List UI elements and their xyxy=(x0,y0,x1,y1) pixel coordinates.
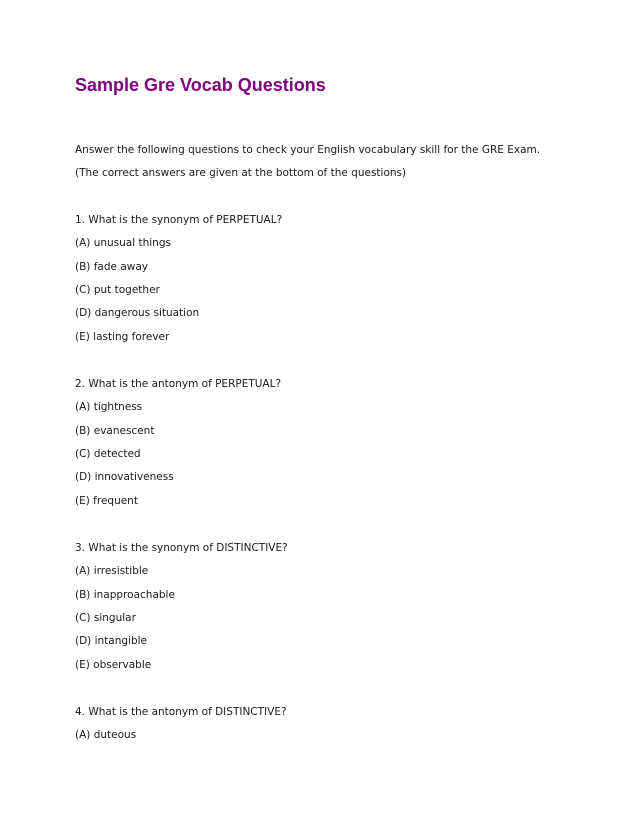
question-2-option-b: (B) evanescent xyxy=(75,425,155,437)
question-2-option-e: (E) frequent xyxy=(75,495,138,507)
question-2-option-d: (D) innovativeness xyxy=(75,471,174,483)
question-1-prompt: 1. What is the synonym of PERPETUAL? xyxy=(75,214,283,226)
question-2-prompt: 2. What is the antonym of PERPETUAL? xyxy=(75,378,282,390)
page-title: Sample Gre Vocab Questions xyxy=(75,75,326,95)
question-3-option-b: (B) inapproachable xyxy=(75,589,175,601)
question-2-option-c: (C) detected xyxy=(75,448,141,460)
question-3-option-c: (C) singular xyxy=(75,612,136,624)
question-3-option-a: (A) irresistible xyxy=(75,565,149,577)
intro-line-2: (The correct answers are given at the bottom of the questions) xyxy=(75,167,407,179)
question-1-option-c: (C) put together xyxy=(75,284,160,296)
question-3-option-d: (D) intangible xyxy=(75,635,148,647)
question-1-option-a: (A) unusual things xyxy=(75,237,171,249)
intro-line-1: Answer the following questions to check your English vocabulary skill for the GRE Exam. xyxy=(75,144,541,156)
question-1-option-e: (E) lasting forever xyxy=(75,331,170,343)
question-3-option-e: (E) observable xyxy=(75,659,152,671)
question-4-option-a: (A) duteous xyxy=(75,729,137,741)
question-1-option-d: (D) dangerous situation xyxy=(75,307,200,319)
question-4-prompt: 4. What is the antonym of DISTINCTIVE? xyxy=(75,706,287,718)
question-1-option-b: (B) fade away xyxy=(75,261,148,273)
question-3-prompt: 3. What is the synonym of DISTINCTIVE? xyxy=(75,542,288,554)
question-2-option-a: (A) tightness xyxy=(75,401,143,413)
